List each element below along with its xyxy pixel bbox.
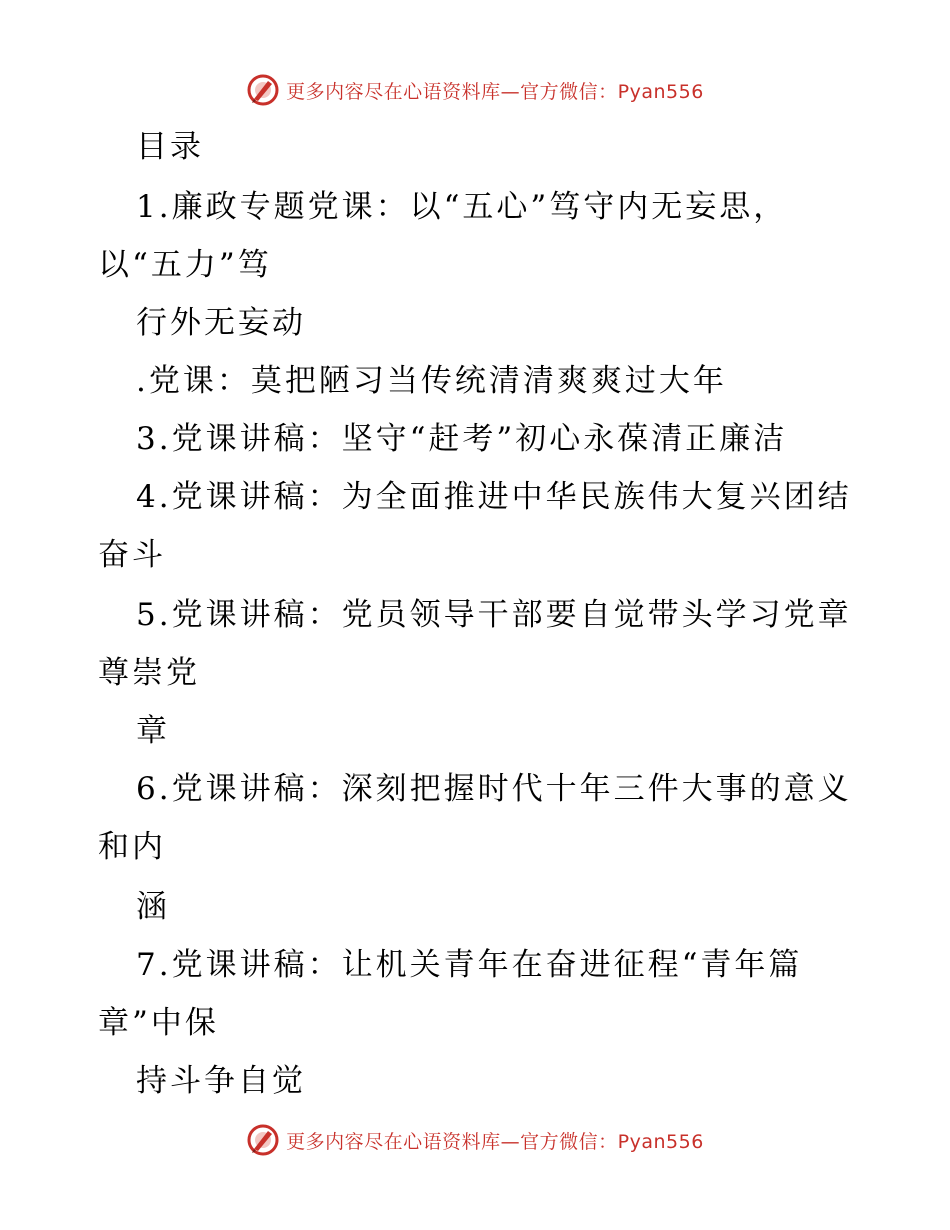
toc-line: 章”中保 (98, 1005, 219, 1041)
toc-line: 5.党课讲稿：党员领导干部要自觉带头学习党章 (136, 597, 852, 633)
toc-line: 4.党课讲稿：为全面推进中华民族伟大复兴团结 (136, 479, 852, 515)
toc-line: 行外无妄动 (136, 305, 306, 341)
header-watermark-text: 更多内容尽在心语资料库—官方微信：Pyan556 (286, 80, 704, 103)
pen-in-circle-icon (246, 73, 280, 107)
toc-line: 6.党课讲稿：深刻把握时代十年三件大事的意义 (136, 771, 852, 807)
pen-in-circle-icon (246, 1123, 280, 1157)
toc-line: 奋斗 (98, 537, 166, 573)
toc-line: 3.党课讲稿：坚守“赶考”初心永葆清正廉洁 (136, 421, 788, 457)
footer-watermark (0, 1120, 950, 1160)
toc-line: 涵 (136, 889, 170, 925)
toc-line: 1.廉政专题党课：以“五心”笃守内无妄思， (136, 189, 788, 225)
toc-line: 章 (136, 713, 170, 749)
toc-line: 尊崇党 (98, 655, 200, 691)
toc-line: 以“五力”笃 (98, 247, 272, 283)
footer-watermark-text: 更多内容尽在心语资料库—官方微信：Pyan556 (286, 1130, 704, 1153)
toc-line: .党课：莫把陋习当传统清清爽爽过大年 (136, 363, 727, 399)
toc-title: 目录 (136, 129, 204, 165)
toc-line: 和内 (98, 829, 166, 865)
header-watermark (0, 70, 950, 110)
toc-line: 持斗争自觉 (136, 1063, 306, 1099)
toc-line: 7.党课讲稿：让机关青年在奋进征程“青年篇 (136, 947, 803, 983)
